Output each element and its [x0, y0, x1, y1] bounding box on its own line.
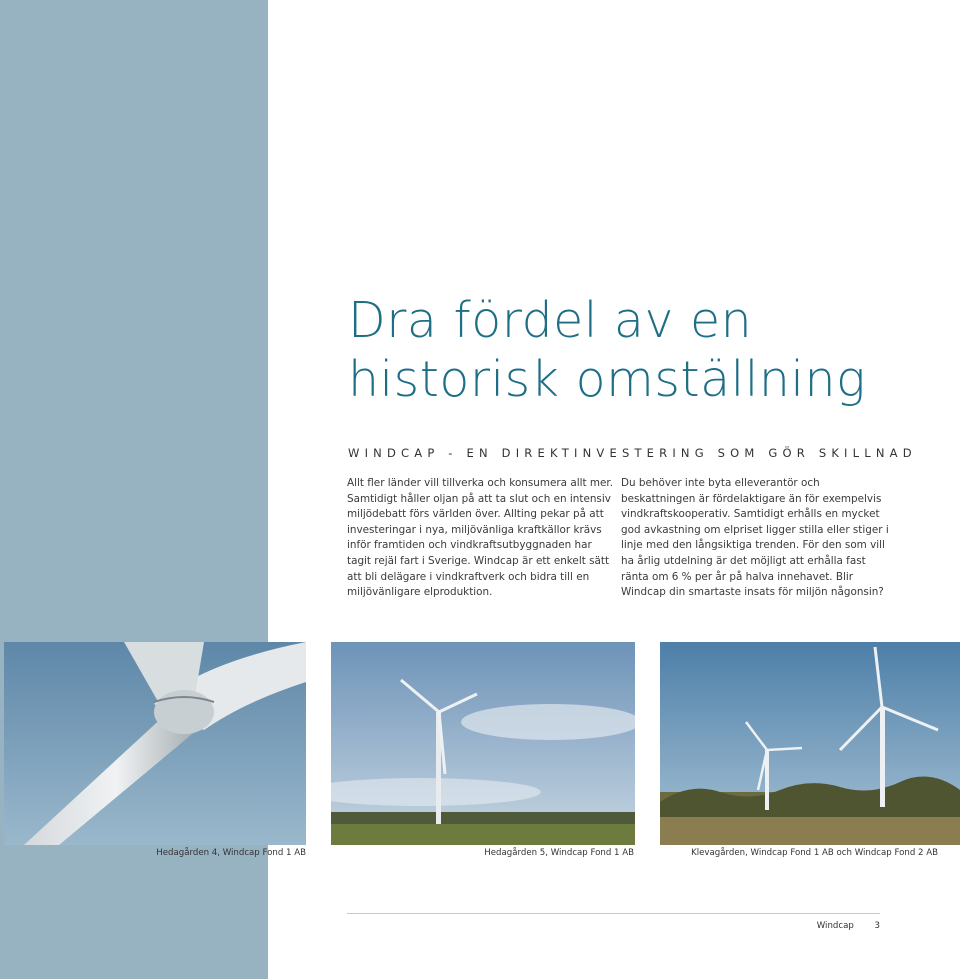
footer-brand: Windcap — [816, 921, 854, 931]
page-subtitle: WINDCAP - EN DIREKTINVESTERING SOM GÖR SKILLNAD — [348, 446, 917, 460]
photo-turbine-closeup — [4, 642, 306, 845]
page-title-line-2: historisk omställning — [348, 351, 866, 408]
page-footer — [817, 921, 880, 931]
photo-turbines-forest — [660, 642, 960, 845]
body-text-right-column: Du behöver inte byta elleverantör och beskattningen är fördelaktigare än för exempelvis vindkraftskooperativ. Samtidigt erhålls en mycket god avkastning om elpriset ligger stilla eller stiger i linje med den långsiktiga trenden. För den som vill ha årlig utdelning är det möjligt att erhålla fast ränta om 6 % per år på halva innehavet. Blir Windcap din smartaste insats för miljön någonsin? — [621, 477, 889, 599]
photo-caption-1: Hedagården 4, Windcap Fond 1 AB — [156, 848, 306, 858]
page-title — [348, 291, 948, 409]
photo-caption-3: Klevagården, Windcap Fond 1 AB och Windcap Fond 2 AB — [691, 848, 938, 858]
page-title-line-1: Dra fördel av en — [348, 292, 753, 349]
footer-divider — [347, 913, 880, 914]
photo-turbine-field — [331, 642, 635, 845]
photo-caption-2: Hedagården 5, Windcap Fond 1 AB — [484, 848, 634, 858]
body-text-left-column: Allt fler länder vill tillverka och konsumera allt mer. Samtidigt håller oljan på att ta slut och en intensiv miljödebatt förs världen över. Allting pekar på att investeringar i nya, miljövänliga kraftkällor krävs inför framtiden och vindkraftsutbyggnaden har tagit rejäl fart i Sverige. Windcap är ett enkelt sätt att bli delägare i vindkraftverk och bidra till en miljövänligare elproduktion. — [347, 477, 613, 599]
page-number: 3 — [874, 921, 880, 931]
